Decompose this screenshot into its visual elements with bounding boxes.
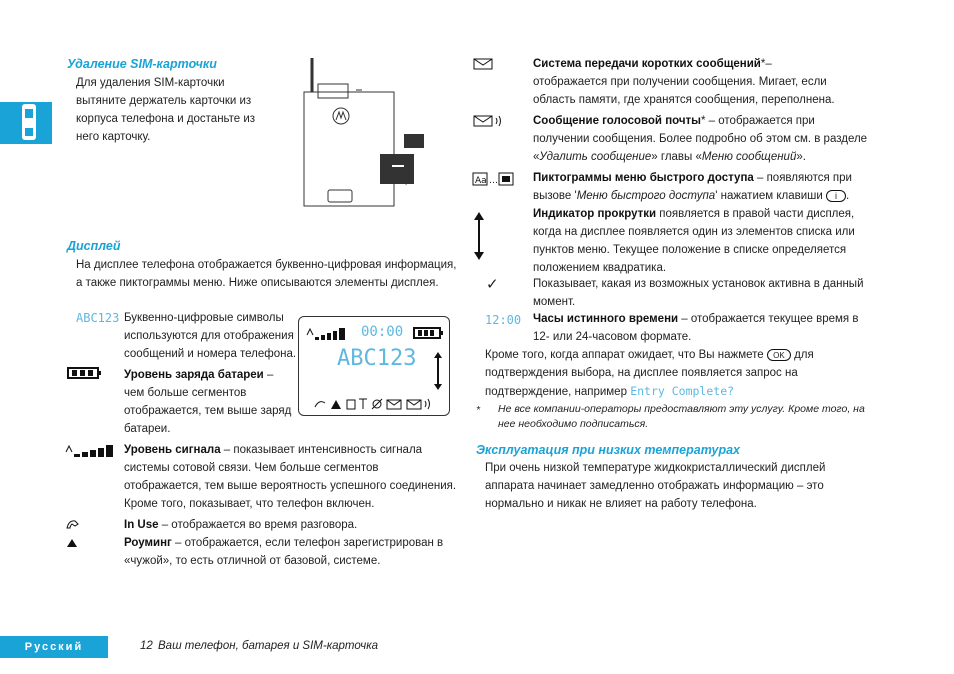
battery-text: Уровень заряда батареи – чем больше сегментов отображается, тем выше заряд батареи. (124, 369, 292, 435)
screen-status-icons (313, 397, 443, 411)
page-title: Ваш телефон, батарея и SIM-карточка (158, 640, 379, 652)
check-text: Показывает, какая из возможных установок активна в данный момент. (533, 278, 864, 308)
voicemail-text: Сообщение голосовой почты* – отображается при получении сообщения. Более подробно об этом см. в разделе «Удалить сообщение» главы «Меню сообщений». (533, 115, 868, 163)
wait-text: Кроме того, когда аппарат ожидает, что Вы нажмете OK для подтверждения выбора, на дисплее появляется запрос на подтверждение, например Entry Complete? (485, 349, 814, 398)
roaming-icon (66, 538, 78, 548)
quick-access-icon (472, 172, 518, 186)
in-use-icon (66, 518, 80, 530)
check-icon: ✓ (486, 276, 499, 293)
phone-sim-illustration (296, 56, 431, 216)
cold-text: При очень низкой температуре жидкокристаллический дисплей аппарата начинает замедленно отображать информацию – это нормально и никак не влияет на работу телефона. (485, 462, 826, 510)
screen-scroll-icon (433, 351, 443, 391)
screen-battery-icon (413, 327, 443, 339)
screen-text: ABC123 (337, 346, 417, 371)
screen-time: 00:00 (361, 324, 404, 340)
sms-icon (473, 58, 493, 70)
signal-icon (305, 325, 351, 341)
chapter-tab (0, 102, 52, 144)
signal-strength-icon (64, 444, 114, 458)
phone-tab-icon (0, 102, 52, 144)
sms-text: Система передачи коротких сообщений*– отображается при получении сообщения. Мигает, если область памяти, где хранятся сообщения, переполнена. (533, 58, 835, 106)
battery-icon (67, 367, 101, 379)
voicemail-icon (473, 114, 507, 128)
in-use-text: In Use – отображается во время разговора. (124, 519, 358, 531)
display-text: На дисплее телефона отображается буквенно-цифровая информация, а также пиктограммы меню. Ниже описываются элементы дисплея. (76, 259, 457, 289)
language-tab: Русский (0, 636, 108, 658)
alnum-text: Буквенно-цифровые символы используются для отображения сообщений и номера телефона. (124, 312, 297, 360)
signal-text: Уровень сигнала – показывает интенсивность сигнала системы сотовой связи. Чем больше сегментов отображается, тем выше вероятность успешного соединения. Кроме того, показывает, что телефон включен. (124, 444, 457, 510)
page-number: 12 (140, 640, 153, 652)
clock-icon: 12:00 (485, 313, 522, 327)
alnum-icon: ABC123 (76, 311, 120, 325)
quick-access-text: Пиктограммы меню быстрого доступа – появляются при вызове 'Меню быстрого доступа' нажатием клавиши i . (533, 172, 852, 202)
ok-key: OK (767, 349, 791, 361)
scroll-text: Индикатор прокрутки появляется в правой части дисплея, когда на дисплее появляется один из элементов списка или пунктов меню. Текущее положение в списке определяется положением квадратика. (533, 208, 855, 274)
display-heading: Дисплей (67, 239, 121, 253)
roaming-text: Роуминг – отображается, если телефон зарегистрирован в «чужой», то есть отличной от базовой, системе. (124, 537, 444, 567)
footnote-star: * (476, 404, 481, 416)
cold-heading: Эксплуатация при низких температурах (476, 443, 740, 457)
scroll-indicator-icon (473, 211, 485, 261)
sim-text: Для удаления SIM-карточки вытяните держатель карточки из корпуса телефона и достаньте из него карточку. (76, 77, 256, 143)
entry-complete-text: Entry Complete? (630, 384, 735, 398)
sim-heading: Удаление SIM-карточки (67, 57, 217, 71)
clock-text: Часы истинного времени – отображается текущее время в 12- или 24-часовом формате. (533, 313, 859, 343)
phone-display-illustration (298, 316, 450, 416)
footnote-text: Не все компании-операторы предоставляют эту услугу. Кроме того, на нее необходимо подписаться. (498, 403, 865, 430)
svg-text:…: … (489, 176, 498, 186)
svg-text:Aa: Aa (475, 176, 487, 186)
info-key: i (826, 190, 846, 202)
